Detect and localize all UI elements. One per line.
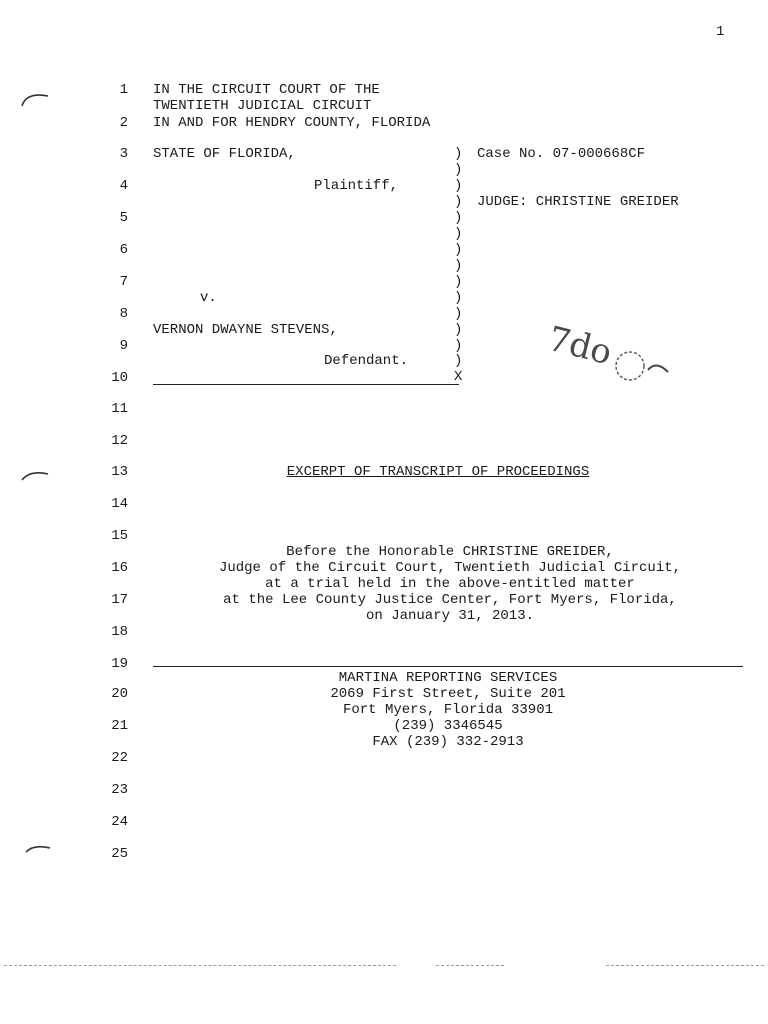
reporter-line: Fort Myers, Florida 33901: [342, 702, 554, 718]
margin-mark-middle: [18, 466, 52, 486]
reporter-divider: [153, 666, 743, 667]
line-number: 7: [119, 274, 128, 290]
paren: ): [454, 194, 463, 210]
judge-name: JUDGE: CHRISTINE GREIDER: [477, 194, 679, 210]
court-line: TWENTIETH JUDICIAL CIRCUIT: [153, 98, 372, 114]
closing-mark: X: [454, 369, 463, 385]
line-number: 8: [119, 306, 128, 322]
defendant-role: Defendant.: [324, 353, 409, 369]
scan-artifact-line: [436, 965, 504, 966]
line-number: 16: [111, 560, 128, 576]
line-number: 4: [119, 178, 128, 194]
reporter-line: FAX (239) 332-2913: [372, 734, 524, 750]
reporter-line: MARTINA REPORTING SERVICES: [338, 670, 558, 686]
plaintiff-name: STATE OF FLORIDA,: [153, 146, 296, 162]
court-line: IN THE CIRCUIT COURT OF THE: [153, 82, 380, 98]
paren: ): [454, 338, 463, 354]
line-number: 5: [119, 210, 128, 226]
line-number: 17: [111, 592, 128, 608]
paren: ): [454, 146, 463, 162]
line-number: 15: [111, 528, 128, 544]
paren: ): [454, 242, 463, 258]
margin-mark-bottom: [24, 842, 54, 858]
stamp-mark: 7do: [544, 318, 616, 374]
margin-mark-top: [18, 86, 52, 110]
paren: ): [454, 226, 463, 242]
line-number: 9: [119, 338, 128, 354]
preamble-line: Judge of the Circuit Court, Twentieth Judicial Circuit,: [218, 560, 682, 576]
paren: ): [454, 274, 463, 290]
line-number: 11: [111, 401, 128, 417]
line-number: 20: [111, 686, 128, 702]
defendant-name: VERNON DWAYNE STEVENS,: [153, 322, 338, 338]
court-line: IN AND FOR HENDRY COUNTY, FLORIDA: [153, 115, 431, 131]
line-number: 23: [111, 782, 128, 798]
scan-artifact-line: [606, 965, 764, 966]
line-number: 19: [111, 656, 128, 672]
paren: ): [454, 322, 463, 338]
line-number: 1: [119, 82, 128, 98]
line-number: 22: [111, 750, 128, 766]
line-number: 2: [119, 115, 128, 131]
paren: ): [454, 210, 463, 226]
line-number: 24: [111, 814, 128, 830]
page-number: 1: [716, 24, 725, 40]
line-number: 3: [119, 146, 128, 162]
reporter-line: 2069 First Street, Suite 201: [330, 686, 566, 702]
preamble-line: on January 31, 2013.: [365, 608, 535, 624]
versus: v.: [200, 290, 217, 306]
line-number: 21: [111, 718, 128, 734]
preamble-line: Before the Honorable CHRISTINE GREIDER,: [286, 544, 614, 560]
paren: ): [454, 162, 463, 178]
line-number: 6: [119, 242, 128, 258]
line-number: 25: [111, 846, 128, 862]
plaintiff-role: Plaintiff,: [314, 178, 399, 194]
document-title: EXCERPT OF TRANSCRIPT OF PROCEEDINGS: [286, 464, 590, 480]
preamble-line: at a trial held in the above-entitled matter: [265, 576, 635, 592]
preamble-line: at the Lee County Justice Center, Fort Myers, Florida,: [223, 592, 677, 608]
paren: ): [454, 258, 463, 274]
paren: ): [454, 290, 463, 306]
paren: ): [454, 178, 463, 194]
stamp-circle: [596, 342, 676, 392]
line-number: 18: [111, 624, 128, 640]
line-number: 14: [111, 496, 128, 512]
scan-artifact-line: [4, 965, 396, 966]
paren: ): [454, 353, 463, 369]
line-number: 12: [111, 433, 128, 449]
paren: ): [454, 306, 463, 322]
line-number: 13: [111, 464, 128, 480]
line-number: 10: [111, 370, 128, 386]
caption-underline: [153, 384, 459, 385]
case-number: Case No. 07-000668CF: [477, 146, 646, 162]
reporter-line: (239) 3346545: [393, 718, 503, 734]
